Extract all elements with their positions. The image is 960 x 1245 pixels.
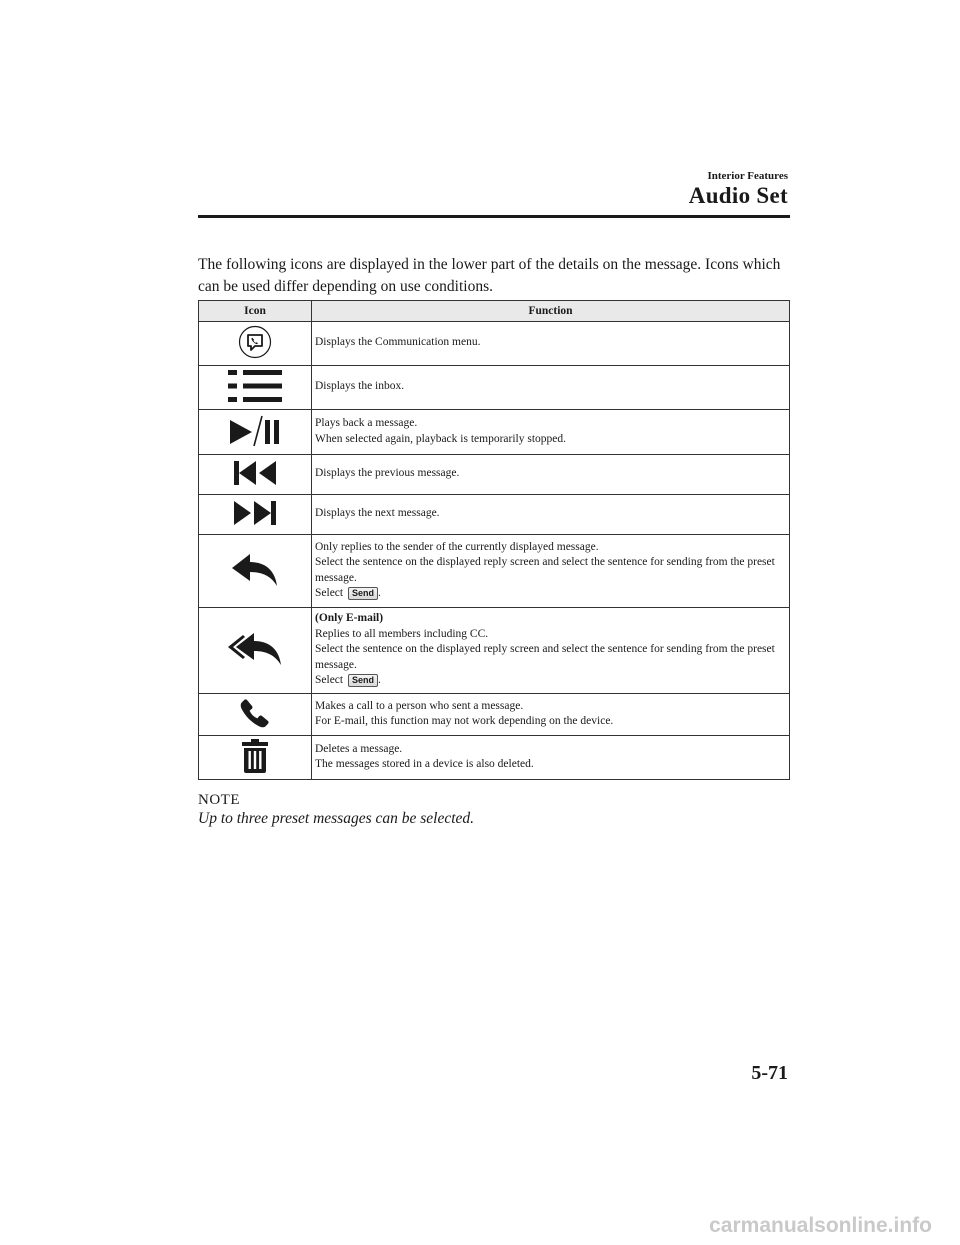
trash-icon [241,738,269,774]
function-text: Select the sentence on the displayed reply screen and select the sentence for sending from the preset message. [315,556,775,584]
communication-menu-icon [238,325,272,359]
function-text: Only replies to the sender of the currently displayed message. [315,540,599,553]
function-text: For E-mail, this function may not work depending on the device. [315,715,614,727]
intro-paragraph: The following icons are displayed in the lower part of the details on the message. Icons which can be used differ depending on use conditions. [198,256,781,295]
icon-function-table [198,300,790,780]
select-prefix: Select [315,674,346,687]
select-suffix: . [378,587,381,599]
section-label: Interior Features [707,170,788,182]
function-text: Displays the Communication menu. [315,336,481,349]
table-row [199,495,790,535]
function-text: Displays the next message. [315,507,440,520]
header-divider [198,215,790,218]
select-suffix: . [378,674,381,687]
function-qualifier: (Only E-mail) [315,612,384,625]
table-row [199,608,790,694]
send-button-glyph: Send [348,587,378,600]
note-text: Up to three preset messages can be selected. [198,810,475,827]
table-row [199,366,790,410]
send-button-glyph: Send [348,674,378,687]
column-header-function: Function [312,301,790,322]
table-row [199,455,790,495]
function-text: Makes a call to a person who sent a message. [315,699,524,712]
table-header-row [199,301,790,322]
watermark: carmanualsonline.info [709,1214,932,1237]
table-row [199,322,790,366]
function-text: Deletes a message. [315,742,403,755]
page-title: Audio Set [688,183,788,208]
page-number: 5-71 [751,1062,788,1084]
table-row [199,736,790,780]
reply-all-icon [226,631,284,667]
phone-icon [240,698,270,728]
function-text: Replies to all members including CC. [315,627,489,640]
column-header-icon: Icon [199,301,312,322]
function-text: When selected again, playback is temporarily stopped. [315,432,566,445]
play-pause-icon [228,414,282,448]
function-text: Select the sentence on the displayed reply screen and select the sentence for sending from the preset message. [315,643,775,671]
reply-icon [230,552,280,588]
function-text: Displays the inbox. [315,380,405,393]
function-text: Displays the previous message. [315,467,460,480]
note-label: NOTE [198,792,240,808]
inbox-list-icon [226,368,284,404]
table-row [199,410,790,455]
previous-track-icon [232,459,278,487]
table-row [199,535,790,608]
function-text: The messages stored in a device is also deleted. [315,758,534,770]
function-text: Plays back a message. [315,417,418,429]
next-track-icon [232,499,278,527]
table-row [199,694,790,736]
select-prefix: Select [315,587,346,599]
